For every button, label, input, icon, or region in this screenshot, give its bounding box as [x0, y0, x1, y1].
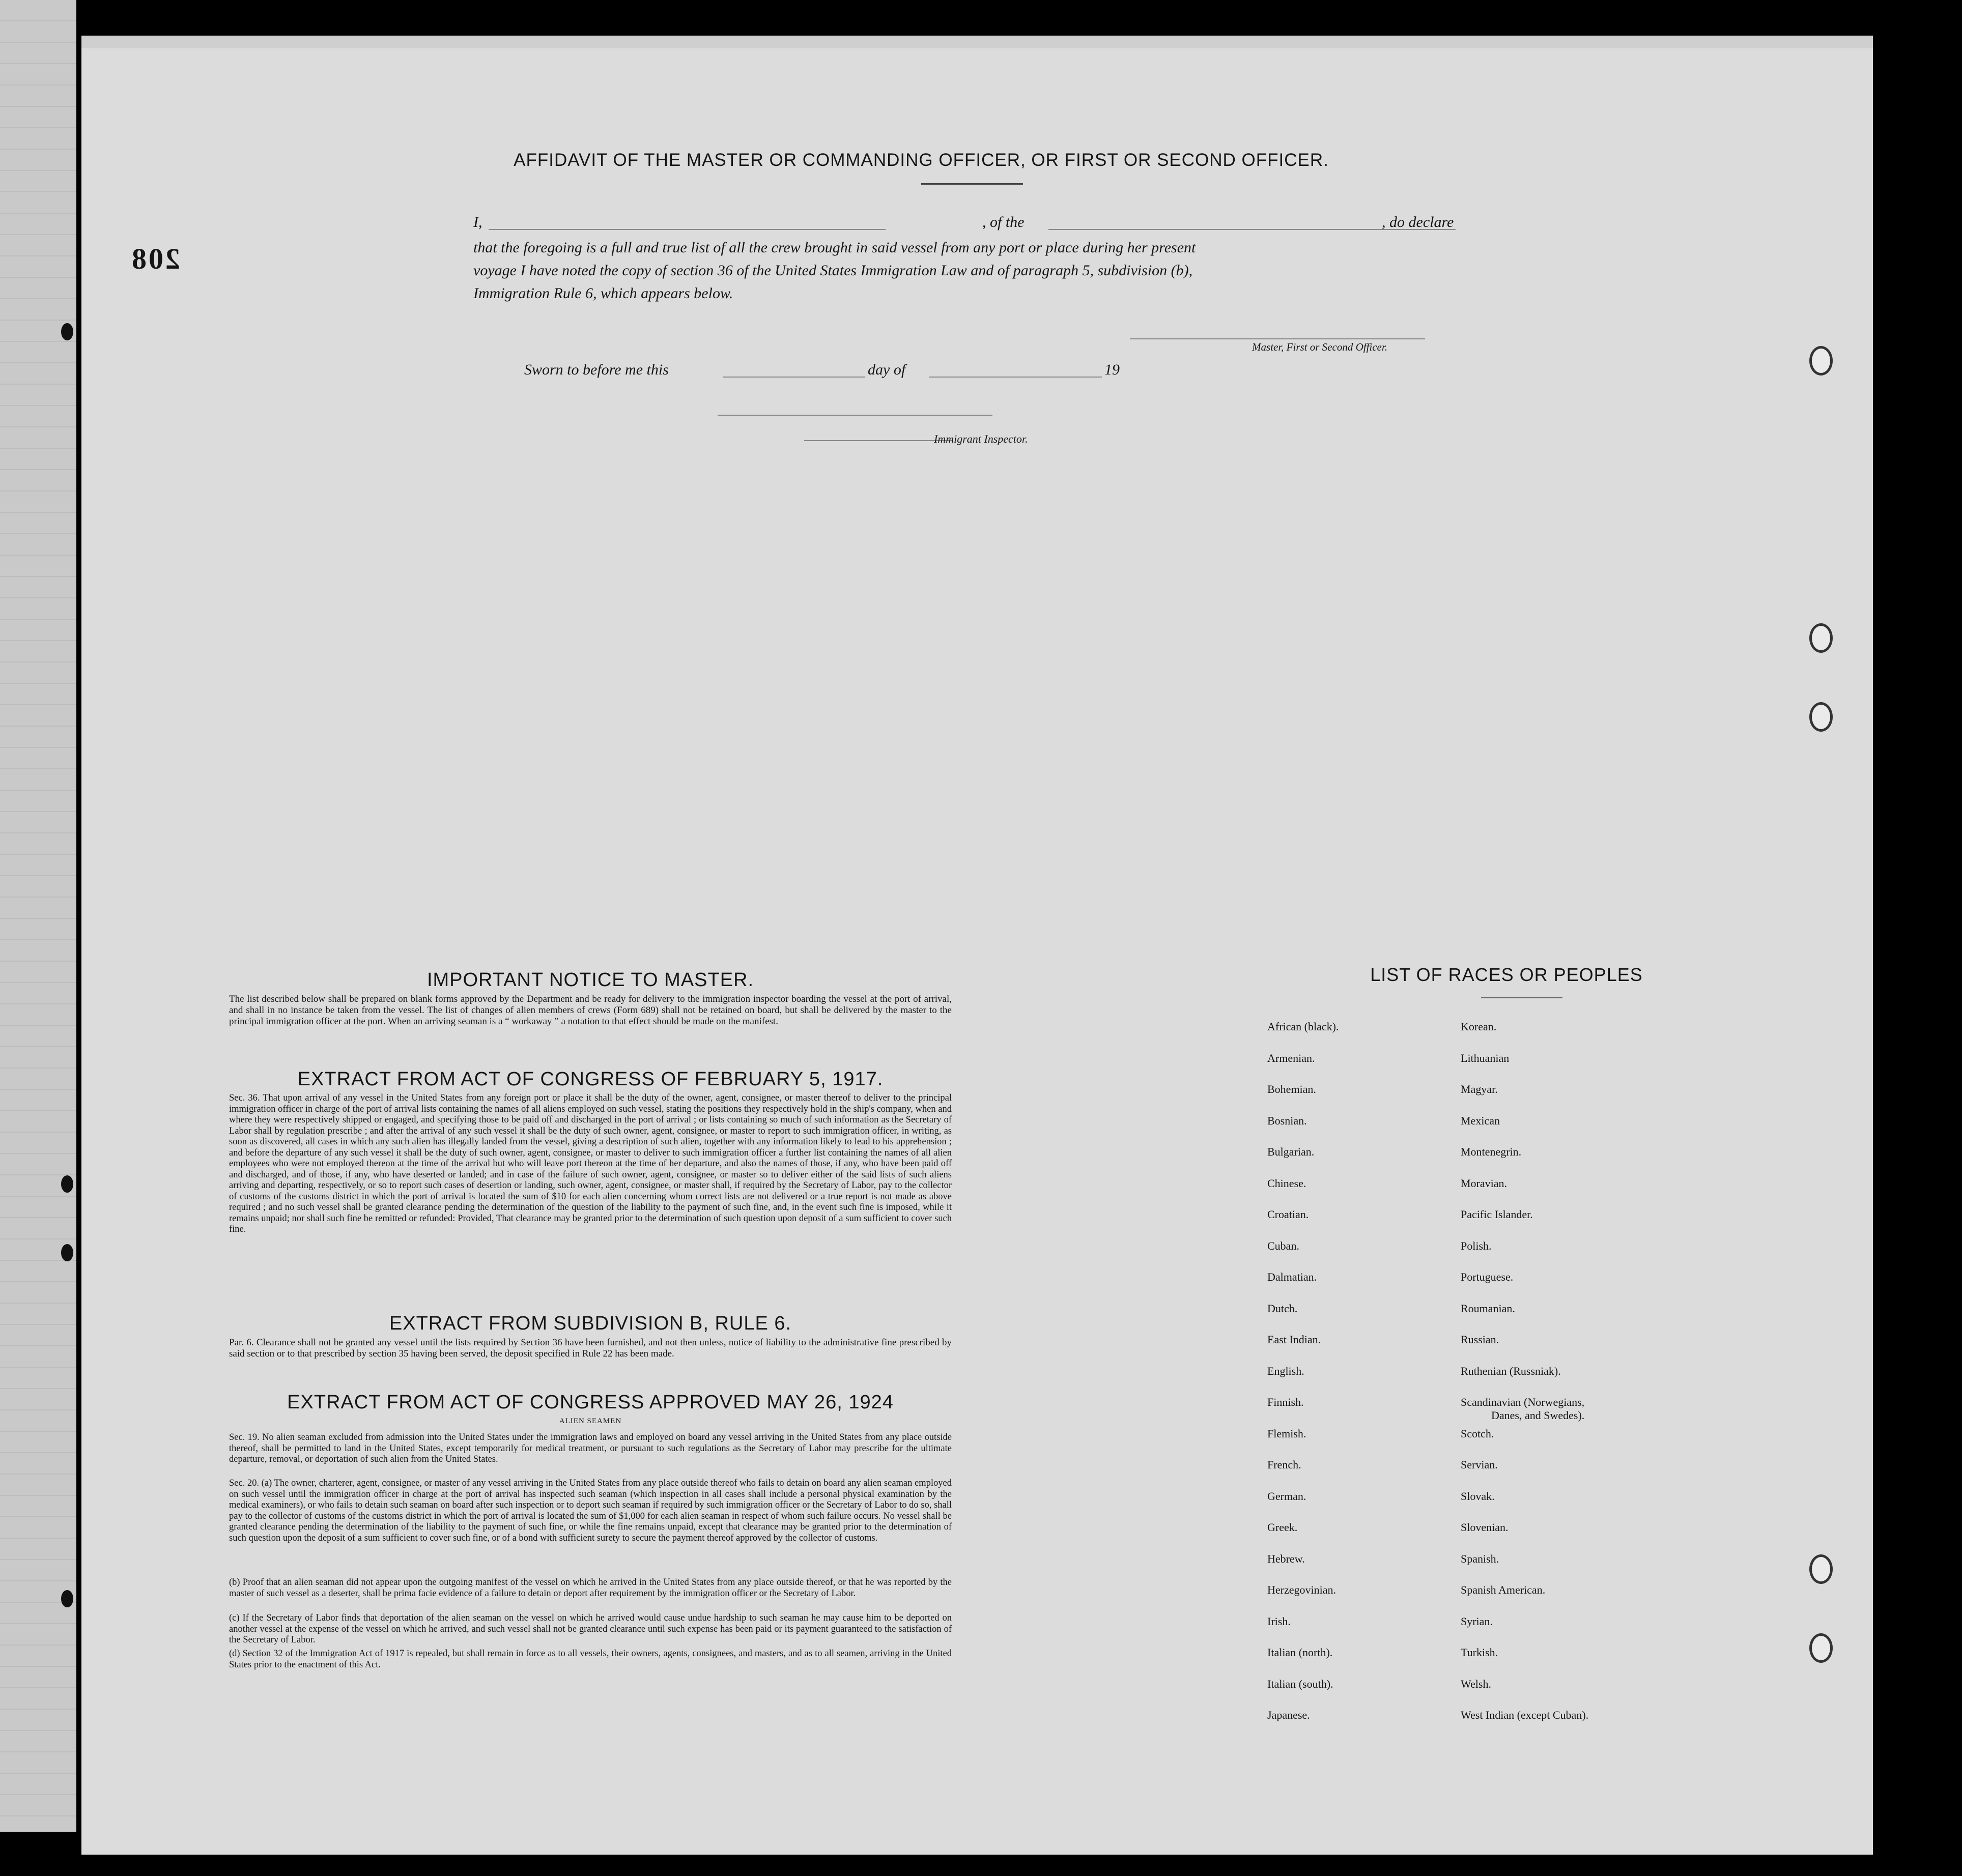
affidavit-title: AFFIDAVIT OF THE MASTER OR COMMANDING OFFICER, OR FIRST OR SECOND OFFICER. — [514, 150, 1329, 170]
extract-1924-sec20a: Sec. 20. (a) The owner, charterer, agent, consignee, or master of any vessel arriving in the United States from any place outside thereof who fails to detain on board any alien seaman employed on such vessel until the immigration officer in charge at the port of arrival has inspected such seaman (which inspection in all cases shall include a personal physical examination by the medical examiners), or who fails to detain such seaman on board after such inspection or to deport such seaman if required by such immigration officer or the Secretary of Labor to do so, shall pay to the collector of customs of the customs district in which the port of arrival is located the sum of $1,000 for each alien seaman in respect of whom such failure occurs. No vessel shall be granted clearance pending the determination of the liability to the payment of such fine, or while the fine remains unpaid, except that clearance may be granted prior to the determination of such question upon the deposit of a sum sufficient to cover such fine, or of a bond with sufficient surety to secure the payment thereof approved by the collector of customs. — [229, 1478, 952, 1543]
races-divider — [1481, 997, 1562, 998]
extract-1924-sec20c: (c) If the Secretary of Labor finds that deportation of the alien seaman on the vessel on which he arrived would cause undue hardship to such seaman he may cause him to be deported on another vessel at the expense of the vessel on which he arrived, and such vessel shall not be granted clearance until such expense has been paid or its payment guaranteed to the satisfaction of the Secretary of Labor. — [229, 1613, 952, 1645]
extract-1924-title: EXTRACT FROM ACT OF CONGRESS APPROVED MAY 26, 1924 — [287, 1392, 894, 1413]
extract-1924-sec19: Sec. 19. No alien seaman excluded from admission into the United States under the immigration laws and employed on board any vessel arriving in the United States from any place outside thereof, shall be permitted to land in the United States, except temporarily for medical treatment, or pursuant to such regulations as the Secretary of Labor may prescribe for the ultimate departure, removal, or deportation of such alien from the United States. — [229, 1432, 952, 1464]
extract-1917-title: EXTRACT FROM ACT OF CONGRESS OF FEBRUARY 5, 1917. — [297, 1069, 884, 1090]
race-item: English. — [1267, 1364, 1304, 1377]
ledger-hole — [61, 323, 73, 340]
master-label: Master, First or Second Officer. — [1252, 341, 1387, 353]
binding-hole — [1809, 1633, 1833, 1663]
affidavit-line-4: Immigration Rule 6, which appears below. — [473, 285, 733, 302]
race-item: Italian (north). — [1267, 1646, 1333, 1659]
race-item: Bohemian. — [1267, 1083, 1316, 1095]
race-item: Italian (south). — [1267, 1677, 1333, 1690]
sworn-label: Sworn to before me this — [524, 361, 669, 378]
race-item: Russian. — [1461, 1333, 1499, 1346]
race-item: Montenegrin. — [1461, 1145, 1522, 1158]
year-label: 19 — [1104, 361, 1120, 378]
inspector-upper-line — [718, 415, 992, 416]
ledger-hole — [61, 1175, 73, 1193]
race-item: Spanish. — [1461, 1552, 1499, 1565]
race-item: Magyar. — [1461, 1083, 1498, 1095]
race-item: Slovak. — [1461, 1489, 1495, 1503]
race-item: Welsh. — [1461, 1677, 1491, 1690]
inspector-signature-line — [804, 440, 952, 441]
race-item: Syrian. — [1461, 1614, 1493, 1628]
race-item: Japanese. — [1267, 1709, 1310, 1721]
races-title: LIST OF RACES OR PEOPLES — [1370, 964, 1643, 985]
extract-1917-body: Sec. 36. That upon arrival of any vessel in the United States from any foreign port or place it shall be the duty of the owner, agent, consignee, or master thereof to deliver to the principal immigration officer in charge of the port of arrival lists containing the names of all aliens employed on such vessel, stating the positions they respectively hold in the ship's company, when and where they were respectively shipped or engaged, and specifying those to be paid off and discharged in the port of arrival ; or lists containing so much of such information as the Secretary of Labor shall by regulation prescribe ; and after the arrival of any such vessel it shall be the duty of such owner, agent, consignee, or master to report to such immigration officer, in writing, as soon as discovered, all cases in which any such alien has illegally landed from the vessel, giving a description of such alien, together with any information likely to lead to his apprehension ; and before the departure of any such vessel it shall be the duty of such owner, agent, consignee, or master to deliver to such immigration officer a further list containing the names of all alien employees who were not employed thereon at the time of the arrival but who will leave port thereon at the time of her departure, and also the names of those, if any, who have been paid off and discharged, and of those, if any, who have deserted or landed; and in case of the failure of such owner, agent, consignee, or master so to deliver either of the said lists of such aliens arriving and departing, respectively, or so to report such cases of desertion or landing, such owner, agent, consignee, or master shall, if required by the Secretary of Labor, pay to the collector of customs of the customs district in which the port of arrival is located the sum of $10 for each alien concerning whom correct lists are not delivered or a true report is not made as above required ; and no such vessel shall be granted clearance pending the determination of the question of the liability to the payment of such fine, and, in the event such fine is imposed, while it remains unpaid; nor shall such fine be remitted or refunded: Provided, That clearance may be granted prior to the determination of such question upon deposit of a sum sufficient to cover such fine. — [229, 1093, 952, 1234]
race-item: Flemish. — [1267, 1427, 1306, 1440]
race-item: Lithuanian — [1461, 1051, 1510, 1064]
race-item: Herzegovinian. — [1267, 1583, 1336, 1596]
race-item: Armenian. — [1267, 1051, 1315, 1064]
notice-title: IMPORTANT NOTICE TO MASTER. — [426, 969, 754, 991]
race-item: Dalmatian. — [1267, 1271, 1317, 1283]
inspector-label: Immigrant Inspector. — [934, 432, 1028, 445]
race-item: German. — [1267, 1489, 1306, 1503]
master-signature-line — [1130, 338, 1425, 339]
document-page — [81, 48, 1873, 1855]
race-item: Scandinavian (Norwegians, — [1461, 1396, 1585, 1408]
race-item: Pacific Islander. — [1461, 1208, 1533, 1221]
race-item: Portuguese. — [1461, 1271, 1514, 1283]
extract-1924-sec20b: (b) Proof that an alien seaman did not appear upon the outgoing manifest of the vessel on which he arrived in the United States from any place outside thereof, or that he was reported by the master of such vessel as a deserter, shall be prima facie evidence of a failure to detain or deport after requirement by the immigration officer or the Secretary of Labor. — [229, 1577, 952, 1599]
affidavit-of-the: , of the — [982, 214, 1025, 230]
name-blank — [489, 229, 886, 230]
ledger-hole — [61, 1244, 73, 1261]
race-item: Moravian. — [1461, 1176, 1508, 1190]
race-item: Turkish. — [1461, 1646, 1498, 1659]
race-item: Spanish American. — [1461, 1583, 1546, 1596]
race-item: Chinese. — [1267, 1176, 1306, 1190]
sworn-day-blank — [723, 377, 865, 378]
race-item: Finnish. — [1267, 1396, 1304, 1408]
race-item: Korean. — [1461, 1020, 1497, 1033]
extract-rule6-body: Par. 6. Clearance shall not be granted any vessel until the lists required by Section 36 have been furnished, and not then unless, notice of liability to the administrative fine prescribed by said section or to that prescribed by section 35 having been served, the deposit specified in Rule 22 has been made. — [229, 1337, 952, 1359]
race-item: Slovenian. — [1461, 1521, 1509, 1534]
binding-hole — [1809, 1554, 1833, 1584]
race-item-continuation: Danes, and Swedes). — [1491, 1409, 1585, 1422]
race-item: Hebrew. — [1267, 1552, 1305, 1565]
affidavit-line-2: that the foregoing is a full and true list of all the crew brought in said vessel from any port or place during her present — [473, 239, 1196, 256]
binding-hole — [1809, 702, 1833, 732]
ledger-hole — [61, 1590, 73, 1607]
race-item: Servian. — [1461, 1458, 1498, 1471]
page-stamp-number: 208 — [130, 242, 180, 275]
race-item: Bulgarian. — [1267, 1145, 1315, 1158]
race-item: Irish. — [1267, 1614, 1291, 1628]
race-item: Cuban. — [1267, 1239, 1299, 1252]
binding-hole — [1809, 623, 1833, 653]
race-item: Dutch. — [1267, 1302, 1298, 1315]
race-item: Ruthenian (Russniak). — [1461, 1364, 1561, 1377]
race-item: Greek. — [1267, 1521, 1298, 1534]
affidavit-declare: , do declare — [1382, 214, 1454, 230]
extract-rule6-title: EXTRACT FROM SUBDIVISION B, RULE 6. — [389, 1313, 792, 1334]
race-item: Croatian. — [1267, 1208, 1309, 1221]
binding-hole — [1809, 346, 1833, 376]
notice-body: The list described below shall be prepared on blank forms approved by the Department and be ready for delivery to the immigration inspector boarding the vessel at the port of arrival, and shall in no instance be taken from the vessel. The list of changes of alien members of crews (Form 689) shall not be retained on board, but shall be delivered by the master to the principal immigration officer at the port. When an arriving seaman is a “ workaway ” a notation to that effect should be made on the manifest. — [229, 994, 952, 1027]
race-item: East Indian. — [1267, 1333, 1321, 1346]
divider — [921, 183, 1023, 185]
ledger-edge — [0, 0, 76, 1832]
affidavit-i: I, — [473, 214, 482, 230]
race-item: French. — [1267, 1458, 1301, 1471]
race-item: Mexican — [1461, 1114, 1500, 1127]
sworn-month-blank — [929, 377, 1102, 378]
race-item: Bosnian. — [1267, 1114, 1307, 1127]
race-item: Polish. — [1461, 1239, 1492, 1252]
race-item: African (black). — [1267, 1020, 1339, 1033]
day-of-label: day of — [868, 361, 906, 378]
extract-1924-sec20d: (d) Section 32 of the Immigration Act of 1917 is repealed, but shall remain in force as to all vessels, their owners, agents, consignees, and masters, and as to all seamen, arriving in the United States prior to the enactment of this Act. — [229, 1649, 952, 1670]
race-item: West Indian (except Cuban). — [1461, 1709, 1589, 1721]
extract-1924-subtitle: ALIEN SEAMEN — [559, 1417, 622, 1425]
race-item: Roumanian. — [1461, 1302, 1515, 1315]
affidavit-line-3: voyage I have noted the copy of section 36 of the United States Immigration Law and of paragraph 5, subdivision (b), — [473, 262, 1193, 279]
race-item: Scotch. — [1461, 1427, 1494, 1440]
